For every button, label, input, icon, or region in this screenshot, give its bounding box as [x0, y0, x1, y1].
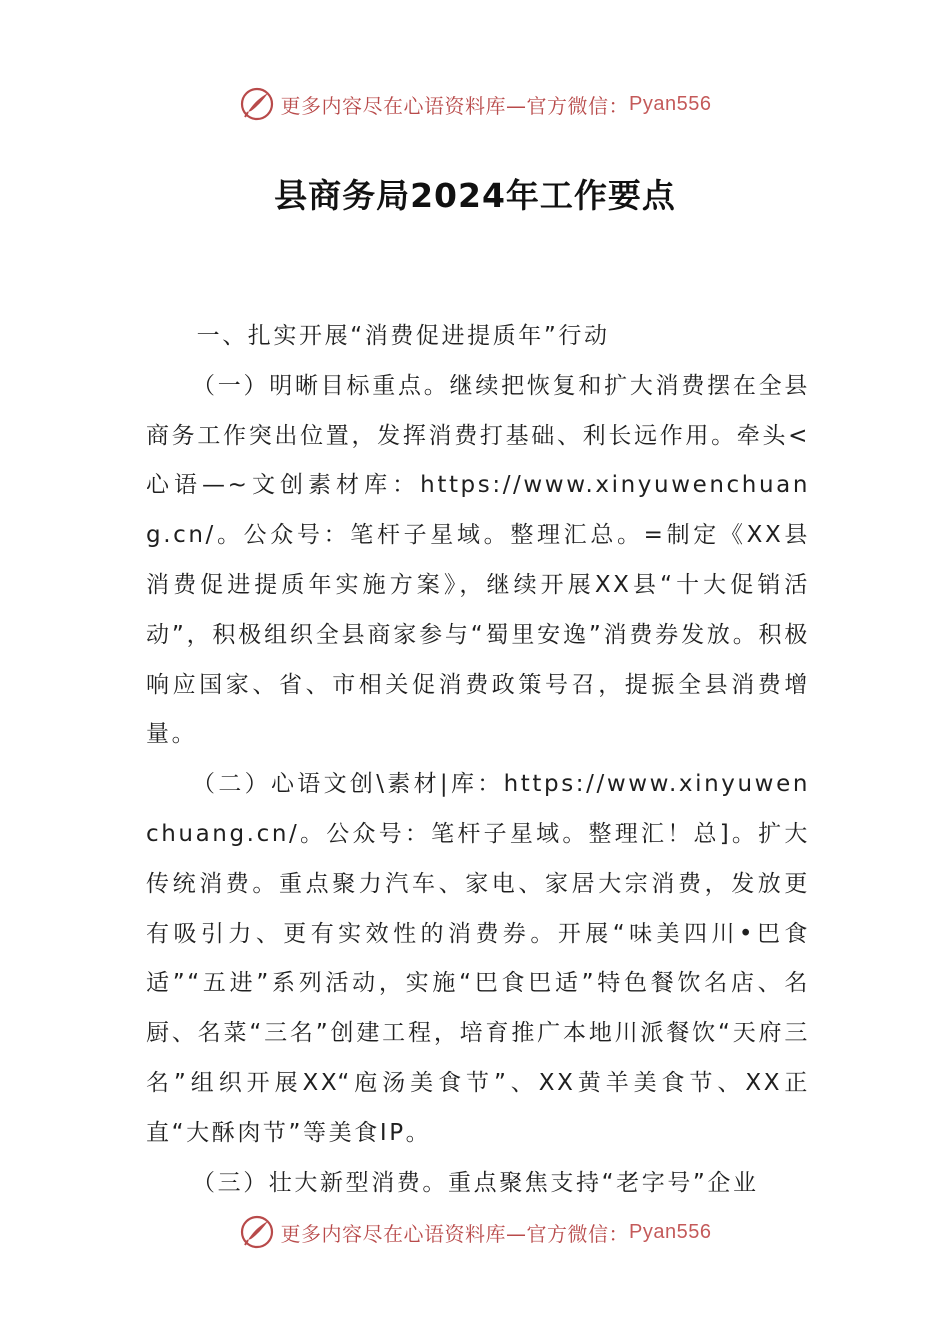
document-body	[146, 312, 810, 1208]
paragraph: （二）心语文创\素材|库：https://www.xinyuwenchuang.cn/。公众号：笔杆子星域。整理汇！总]。扩大传统消费。重点聚力汽车、家电、家居大宗消费，发放更有吸引力、更有实效性的消费券。开展“味美四川•巴食适”“五进”系列活动，实施“巴食巴适”特色餐饮名店、名厨、名菜“三名”创建工程，培育推广本地川派餐饮“天府三名”组织开展XX“庖汤美食节”、XX黄羊美食节、XX正直“大酥肉节”等美食IP。	[146, 771, 810, 1146]
paragraph: （三）壮大新型消费。重点聚焦支持“老字号”企业	[192, 1169, 759, 1196]
banner-wechat-id: Pyan556	[629, 1220, 712, 1243]
quill-seal-icon	[239, 1214, 275, 1250]
document-title: 县商务局2024年工作要点	[274, 176, 676, 215]
header-watermark-banner	[0, 84, 950, 124]
banner-wechat-id: Pyan556	[629, 92, 712, 115]
banner-text: 更多内容尽在心语资料库—官方微信：	[280, 93, 630, 118]
section-heading: 一、扎实开展“消费促进提质年”行动	[196, 323, 610, 349]
footer-watermark-banner	[0, 1212, 950, 1252]
quill-seal-icon	[239, 86, 275, 122]
banner-text: 更多内容尽在心语资料库—官方微信：	[280, 1221, 630, 1246]
paragraph: （一）明晰目标重点。继续把恢复和扩大消费摆在全县商务工作突出位置，发挥消费打基础、利长远作用。牵头<心语—~文创素材库：https://www.xinyuwenchuang.cn/。公众号：笔杆子星域。整理汇总。=制定《XX县消费促进提质年实施方案》，继续开展XX县“十大促销活动”，积极组织全县商家参与“蜀里安逸”消费券发放。积极响应国家、省、市相关促消费政策号召，提振全县消费增量。	[146, 372, 810, 748]
